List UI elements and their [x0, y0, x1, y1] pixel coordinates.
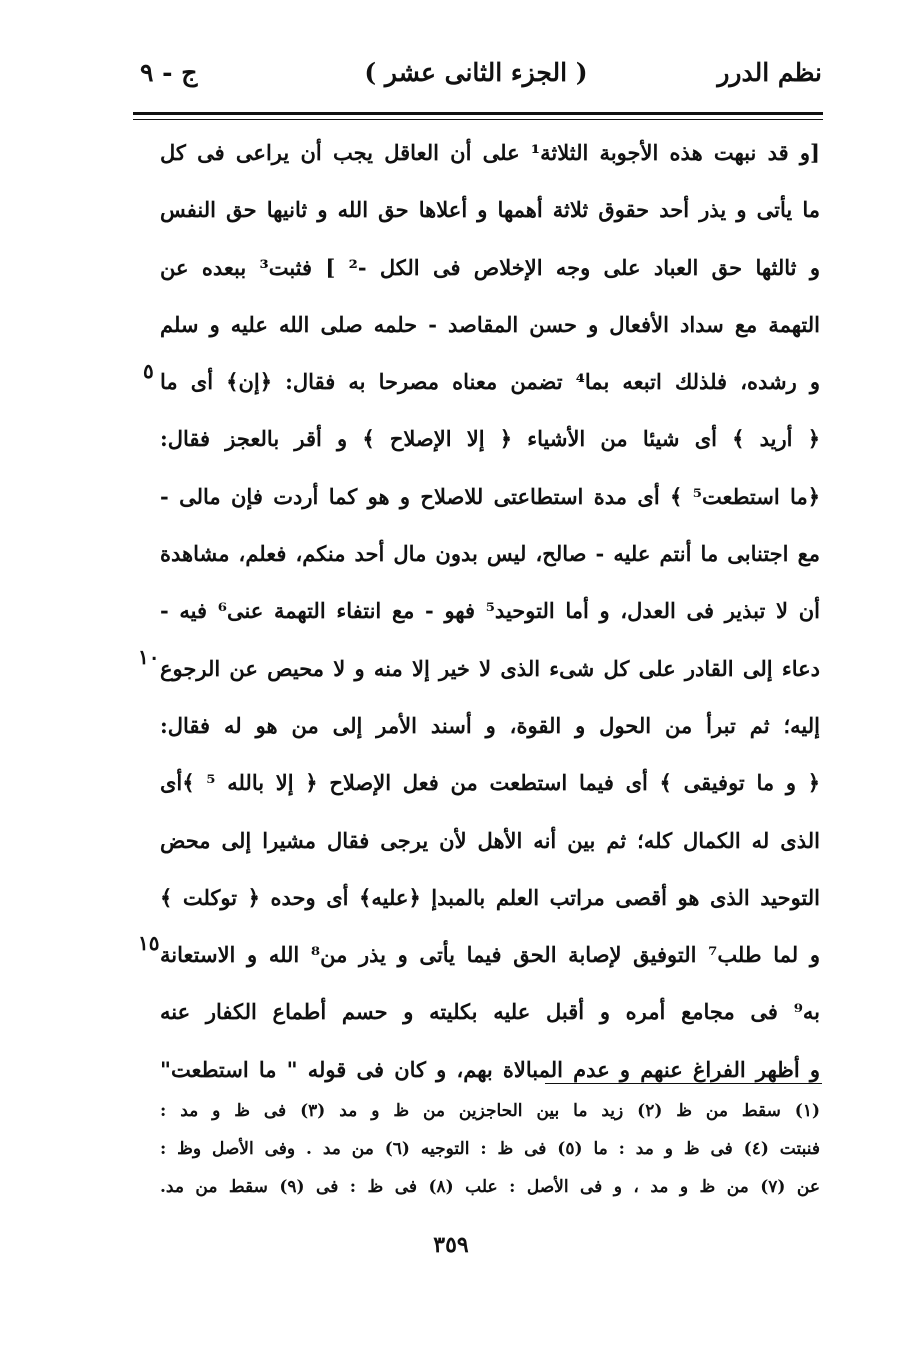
text-line: التوحيد الذى هو أقصى مراتب العلم بالمبدإ ﴿عليه﴾ أى وحده ﴿ توكلت ﴾ [160, 884, 820, 910]
line-number-10: ١٠ [138, 645, 160, 669]
text-line: [و قد نبهت هذه الأجوبة الثلاثة¹ على أن العاقل يجب أن يراعى فى كل [160, 140, 820, 165]
text-line: دعاء إلى القادر على كل شىء الذى لا خير إلا منه و لا محيص عن الرجوع [160, 655, 820, 681]
text-line: إليه؛ ثم تبرأ من الحول و القوة، و أسند الأمر إلى من هو له فقال: [160, 712, 820, 738]
footnote-line: عن (٧) من ظ و مد ، و فى الأصل : علب (٨) فى ظ : فى (٩) سقط من مد. [160, 1177, 820, 1197]
header-rule-thick [133, 112, 823, 115]
running-header [130, 58, 822, 102]
footnote-line: (١) سقط من ظ (٢) زيد ما بين الحاجزين من ظ و مد (٣) فى ظ و مد : [160, 1101, 820, 1121]
volume-label: ( الجزء الثانى عشر ) [364, 58, 588, 87]
footnotes [160, 1092, 820, 1206]
main-text [160, 124, 820, 1098]
text-line: ﴿ و ما توفيقى ﴾ أى فيما استطعت من فعل الإصلاح ﴿ إلا بالله ⁵ ﴾أى [160, 770, 820, 796]
part-label: ج - ٩ [140, 58, 198, 87]
footnote-line: فنبتت (٤) فى ظ و مد : ما (٥) فى ظ : التوجيه (٦) من مد . وفى الأصل وظ : [160, 1139, 820, 1159]
text-line: ﴿ما استطعت⁵ ﴾ أى مدة استطاعتى للاصلاح و هو كما أردت فإن مالى - [160, 483, 820, 509]
footnote-separator [545, 1083, 822, 1084]
text-line: و أظهر الفراغ عنهم و عدم المبالاة بهم، و كان فى قوله " ما استطعت" [160, 1056, 820, 1082]
text-line: ما يأتى و يذر أحد حقوق ثلاثة أهمها و أعلاها حق الله و ثانيها حق النفس [160, 197, 820, 223]
text-line: و لما طلب⁷ التوفيق لإصابة الحق فيما يأتى و يذر من⁸ الله و الاستعانة [160, 942, 820, 968]
text-line: مع اجتنابى ما أنتم عليه - صالح، ليس بدون مال أحد منكم، فعلم، مشاهدة [160, 541, 820, 567]
text-line: و ثالثها حق العباد على وجه الإخلاص فى الكل -² ] فثبت³ ببعده عن [160, 254, 820, 280]
text-line: ﴿ أريد ﴾ أى شيئا من الأشياء ﴿ إلا الإصلاح ﴾ و أقر بالعجز فقال: [160, 426, 820, 452]
text-line: أن لا تبذير فى العدل، و أما التوحيد⁵ فهو - مع انتفاء التهمة عنى⁶ فيه - [160, 598, 820, 624]
page-number: ٣٥٩ [433, 1232, 469, 1258]
line-number-5: ٥ [143, 359, 154, 383]
text-line: به⁹ فى مجامع أمره و أقبل عليه بكليته و حسم أطماع الكفار عنه [160, 999, 820, 1025]
text-line: و رشده، فلذلك اتبعه بما⁴ تضمن معناه مصرحا به فقال: ﴿إن﴾ أى ما [160, 369, 820, 395]
text-line: الذى له الكمال كله؛ ثم بين أنه الأهل لأن يرجى فقال مشيرا إلى محض [160, 827, 820, 853]
line-number-15: ١٥ [138, 931, 160, 955]
header-rule-thin [133, 119, 823, 120]
text-line: التهمة مع سداد الأفعال و حسن المقاصد - حلمه صلى الله عليه و سلم [160, 311, 820, 337]
book-title: نظم الدرر [717, 58, 822, 87]
